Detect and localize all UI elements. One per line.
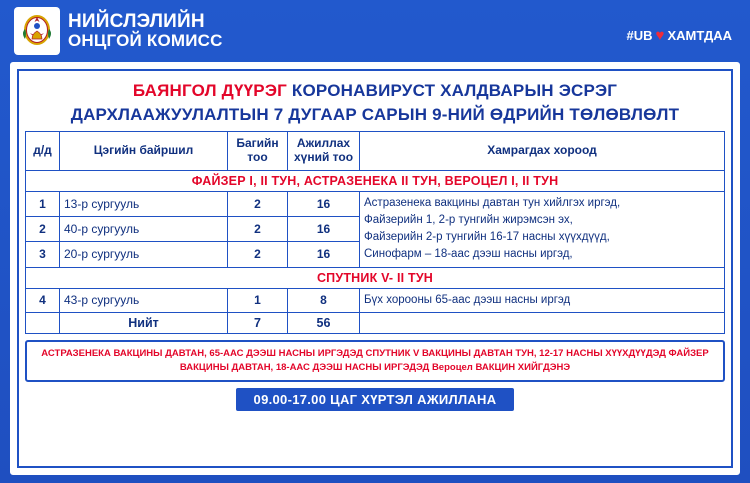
row-teams: 1 [228,288,288,312]
column-header-location: Цэгийн байршил [60,132,228,171]
title-line-2: ДАРХЛААЖУУЛАЛТЫН 7 ДУГААР САРЫН 9-НИЙ ӨДРИЙН ТӨЛӨВЛӨЛТ [70,105,680,124]
section-heading-row [26,267,725,288]
row-location: 20-р сургууль [60,242,228,267]
org-name-line1: НИЙСЛЭЛИЙН [68,11,205,33]
section-heading-row [26,170,725,191]
row-teams: 2 [228,242,288,267]
row-index: 4 [26,288,60,312]
ward-note-line: Файзерийн 2-р тунгийн 16-17 насны хүүхдүүд, [364,231,610,244]
column-header-wards: Хамрагдах хороод [360,132,725,171]
poster-header [0,0,750,62]
row-people: 8 [288,288,360,312]
table-row [26,191,725,216]
title-line-1 [31,81,719,101]
row-people: 16 [288,191,360,216]
row-index: 1 [26,191,60,216]
title-highlight: БАЯНГОЛ ДҮҮРЭГ [132,81,287,100]
ward-note-line: Файзерийн 1, 2-р тунгийн жирэмсэн эх, [364,213,573,226]
schedule-table [25,131,725,334]
row-people: 16 [288,216,360,241]
hashtag-left-text: #UB [626,28,653,43]
table-row [26,288,725,312]
table-total-row [26,312,725,333]
row-location: 43-р сургууль [60,288,228,312]
working-hours-banner: 09.00-17.00 ЦАГ ХҮРТЭЛ АЖИЛЛАНА [236,388,515,411]
row-teams: 2 [228,216,288,241]
table-header-row [26,132,725,171]
section-heading-1: ФАЙЗЕР I, II ТУН, АСТРАЗЕНЕКА II ТУН, ВЕРОЦЕЛ I, II ТУН [26,170,725,191]
row-wards-group-2: Бүх хорооны 65-аас дээш насны иргэд [360,288,725,312]
section-heading-2: СПУТНИК V- II ТУН [26,267,725,288]
content-card-inner [17,69,733,468]
total-label: Нийт [60,312,228,333]
row-people: 16 [288,242,360,267]
column-header-people: Ажиллах хүний тоо [288,132,360,171]
row-wards-group-1 [360,191,725,267]
total-people: 56 [288,312,360,333]
ward-note-line: Астразенека вакцины давтан тун хийлгэх иргэд, [364,196,621,209]
org-name-line2: ОНЦГОЙ КОМИСС [68,31,223,51]
total-wards-empty [360,312,725,333]
title-rest: КОРОНАВИРУСТ ХАЛДВАРЫН ЭСРЭГ [291,81,618,100]
coat-of-arms-icon [14,7,60,55]
column-header-index: д/д [26,132,60,171]
ward-note-line: Синофарм – 18-аас дээш насны иргэд, [364,248,573,261]
content-card [10,62,740,475]
row-location: 13-р сургууль [60,191,228,216]
column-header-teams: Багийн тоо [228,132,288,171]
total-spacer [26,312,60,333]
page-title [25,77,725,131]
org-name [68,12,223,50]
vaccine-note: АСТРАЗЕНЕКА ВАКЦИНЫ ДАВТАН, 65-ААС ДЭЭШ НАСНЫ ИРГЭДЭД СПУТНИК V ВАКЦИНЫ ДАВТАН ТУН, 12-17 НАСНЫ ХҮҮХДҮҮДЭД ФАЙЗЕР ВАКЦИНЫ ДАВТАН, 18-ААС ДЭЭШ НАСНЫ ИРГЭДЭД Вероцел ВАКЦИН ХИЙГДЭНЭ [25,340,725,383]
row-index: 3 [26,242,60,267]
total-teams: 7 [228,312,288,333]
row-index: 2 [26,216,60,241]
hashtag-campaign [627,28,732,43]
row-teams: 2 [228,191,288,216]
row-location: 40-р сургууль [60,216,228,241]
hashtag-right-text: ХАМТДАА [667,28,732,43]
logo-block [14,7,223,55]
heart-icon: ♥ [655,27,665,44]
